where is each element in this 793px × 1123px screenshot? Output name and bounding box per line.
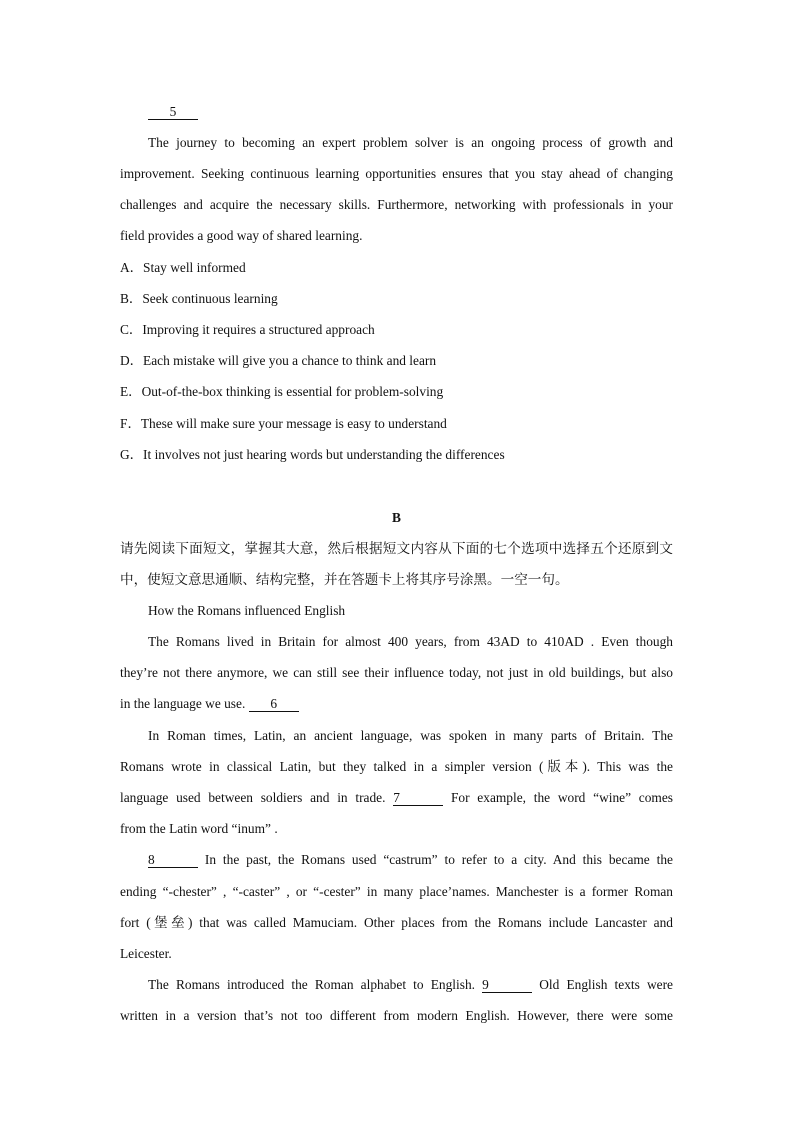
blank-7: 7 <box>393 790 443 806</box>
p1-line-3 <box>120 695 673 713</box>
p4-line-1 <box>148 976 673 994</box>
option-f: F．These will make sure your message is easy to understand <box>120 416 447 431</box>
p2-line-2: Romans wrote in classical Latin, but they talked in a simpler version (版本). This was the <box>120 759 673 774</box>
para-a-line-3: challenges and acquire the necessary skills. Furthermore, networking with professionals in your <box>120 197 673 212</box>
p2-line-4: from the Latin word “inum” . <box>120 821 278 836</box>
option-b: B．Seek continuous learning <box>120 291 278 306</box>
option-g: G．It involves not just hearing words but understanding the differences <box>120 447 505 462</box>
option-a: A．Stay well informed <box>120 260 246 275</box>
blank-5: 5 <box>148 104 198 120</box>
p4-line-2: written in a version that’s not too different from modern English. However, there were some <box>120 1008 673 1023</box>
para-a-line-1: The journey to becoming an expert problem solver is an ongoing process of growth and <box>148 135 673 150</box>
p3-line-1-post: In the past, the Romans used “castrum” to refer to a city. And this became the <box>204 852 673 867</box>
p2-line-3-post: For example, the word “wine” comes <box>450 790 673 805</box>
p3-line-2: ending “-chester” , “-caster” , or “-cester” in many place’names. Manchester is a former Roman <box>120 884 673 899</box>
p1-line-2: they’re not there anymore, we can still see their influence today, not just in old buildings, but also <box>120 665 673 680</box>
p3-line-3: fort (堡垒) that was called Mamuciam. Other places from the Romans include Lancaster and <box>120 915 673 930</box>
p2-line-1: In Roman times, Latin, an ancient language, was spoken in many parts of Britain. The <box>148 728 673 743</box>
instruction-line-1: 请先阅读下面短文，掌握其大意，然后根据短文内容从下面的七个选项中选择五个还原到文 <box>120 541 673 557</box>
option-e: E．Out-of-the-box thinking is essential for problem-solving <box>120 384 444 399</box>
p3-line-1 <box>148 851 673 869</box>
section-heading: B <box>392 510 401 525</box>
p3-line-4: Leicester. <box>120 946 172 961</box>
p2-line-3-pre: language used between soldiers and in trade. <box>120 790 386 805</box>
para-a-line-2: improvement. Seeking continuous learning opportunities ensures that you stay ahead of changing <box>120 166 673 181</box>
blank-6: 6 <box>249 696 299 712</box>
para-a-line-4: field provides a good way of shared learning. <box>120 228 363 243</box>
option-c: C．Improving it requires a structured approach <box>120 322 375 337</box>
option-d: D．Each mistake will give you a chance to think and learn <box>120 353 437 368</box>
p2-line-3 <box>120 789 673 807</box>
passage-title: How the Romans influenced English <box>148 603 346 618</box>
p4-line-1-pre: The Romans introduced the Roman alphabet to English. <box>148 977 475 992</box>
blank-9: 9 <box>482 977 532 993</box>
p4-line-1-post: Old English texts were <box>539 977 673 992</box>
blank-8: 8 <box>148 852 198 868</box>
p1-line-1: The Romans lived in Britain for almost 400 years, from 43AD to 410AD . Even though <box>148 634 673 649</box>
instruction-line-2: 中，使短文意思通顺、结构完整，并在答题卡上将其序号涂黑。一空一句。 <box>120 572 569 588</box>
blank-5-line <box>148 103 673 121</box>
p1-line-3-text: in the language we use. <box>120 696 246 711</box>
